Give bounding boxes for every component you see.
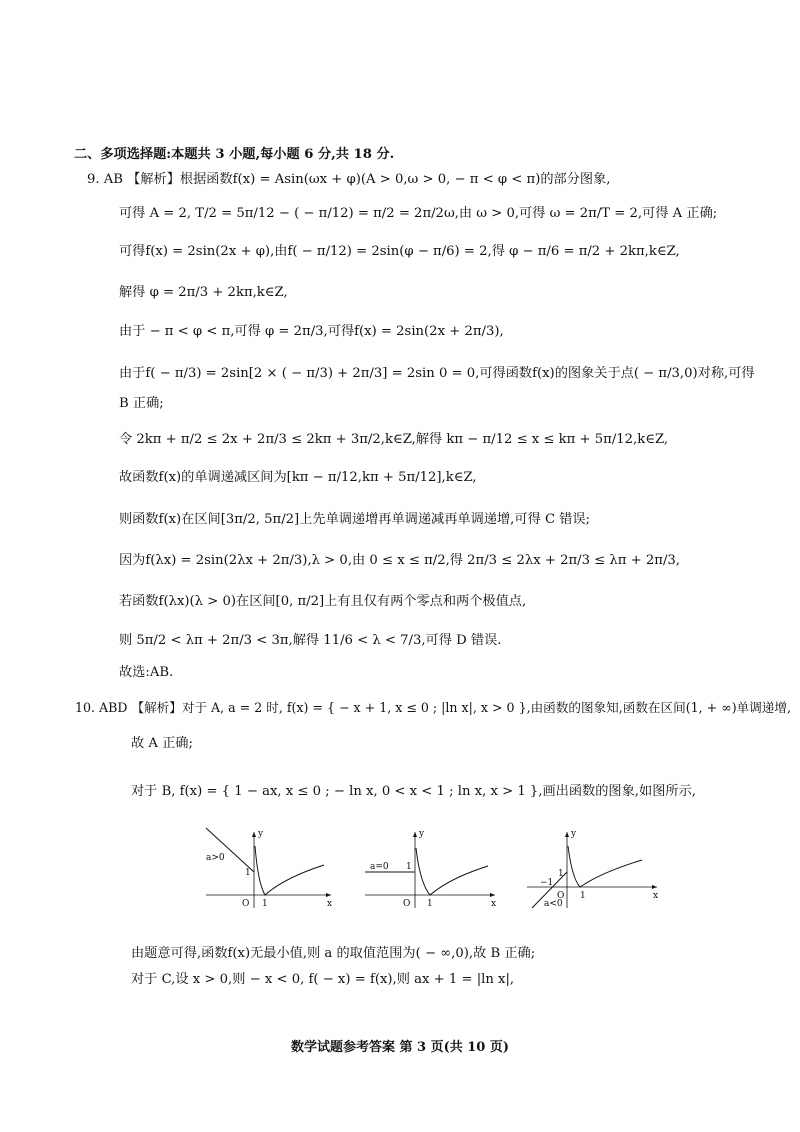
q9-line: 由于f( − π/3) = 2sin[2 × ( − π/3) + 2π/3] = 2sin 0 = 0,可得函数f(x)的图象关于点( − π/3,0)对称,可得 — [119, 366, 755, 381]
graph-one-x: 1 — [580, 891, 586, 901]
graph-a-zero — [360, 828, 500, 908]
q9-line: 解得 φ = 2π/3 + 2kπ,k∈Z, — [119, 285, 288, 300]
graph-neg-one-label: −1 — [540, 878, 554, 888]
q9-line: 由于 − π < φ < π,可得 φ = 2π/3,可得f(x) = 2sin(2x + 2π/3), — [119, 324, 504, 339]
q10-after-line: 对于 C,设 x > 0,则 − x < 0, f( − x) = f(x),则 ax + 1 = |ln x|, — [131, 972, 515, 987]
q9-line: 则函数f(x)在区间[3π/2, 5π/2]上先单调递增再单调递减再单调递增,可得 C 错误; — [119, 512, 591, 527]
graph-x-label: x — [653, 891, 659, 901]
q9-line: 故选:AB. — [119, 665, 174, 680]
q9-line: 9. AB 【解析】根据函数f(x) = Asin(ωx + φ)(A > 0,ω > 0, − π < φ < π)的部分图象, — [87, 172, 611, 187]
q9-line: 则 5π/2 < λπ + 2π/3 < 3π,解得 11/6 < λ < 7/3,可得 D 错误. — [119, 633, 502, 648]
q9-line: 可得f(x) = 2sin(2x + φ),由f( − π/12) = 2sin(φ − π/6) = 2,得 φ − π/6 = π/2 + 2kπ,k∈Z, — [119, 244, 680, 259]
q9-line: 故函数f(x)的单调递减区间为[kπ − π/12,kπ + 5π/12],k∈Z, — [119, 470, 477, 485]
graph-origin-label: O — [557, 891, 565, 901]
graph-one-y: 1 — [245, 868, 251, 878]
graph-x-label: x — [491, 899, 497, 909]
section-header: 二、多项选择题:本题共 3 小题,每小题 6 分,共 18 分. — [74, 147, 395, 162]
q9-line: 因为f(λx) = 2sin(2λx + 2π/3),λ > 0,由 0 ≤ x ≤ π/2,得 2π/3 ≤ 2λx + 2π/3 ≤ λπ + 2π/3, — [119, 553, 680, 568]
q10-after-line: 由题意可得,函数f(x)无最小值,则 a 的取值范围为( − ∞,0),故 B 正确; — [131, 946, 536, 961]
graph-y-label: y — [419, 829, 425, 839]
graph-case-label: a>0 — [206, 853, 225, 863]
graph-one-y: 1 — [558, 869, 564, 879]
graph-a-negative — [522, 828, 662, 908]
graph-case-label: a=0 — [370, 862, 389, 872]
page-footer: 数学试题参考答案 第 3 页(共 10 页) — [290, 1040, 510, 1055]
graph-a-positive — [196, 828, 336, 908]
graph-y-label: y — [258, 829, 264, 839]
graph-case-label: a<0 — [544, 899, 563, 909]
q10-line: 对于 B, f(x) = { 1 − ax, x ≤ 0 ; − ln x, 0 < x < 1 ; ln x, x > 1 },画出函数的图象,如图所示, — [131, 784, 696, 799]
graph-one-y: 1 — [406, 862, 412, 872]
graph-x-label: x — [327, 899, 333, 909]
q9-line: 若函数f(λx)(λ > 0)在区间[0, π/2]上有且仅有两个零点和两个极值点, — [119, 594, 527, 609]
q9-line: B 正确; — [119, 396, 164, 411]
graph-origin-label: O — [242, 899, 250, 909]
q10-line: 故 A 正确; — [131, 736, 193, 751]
graph-one-x: 1 — [262, 899, 268, 909]
graph-origin-label: O — [403, 899, 411, 909]
graph-one-x: 1 — [427, 899, 433, 909]
q9-line: 可得 A = 2, T/2 = 5π/12 − ( − π/12) = π/2 = 2π/2ω,由 ω > 0,可得 ω = 2π/T = 2,可得 A 正确; — [119, 206, 718, 221]
q9-line: 令 2kπ + π/2 ≤ 2x + 2π/3 ≤ 2kπ + 3π/2,k∈Z,解得 kπ − π/12 ≤ x ≤ kπ + 5π/12,k∈Z, — [119, 432, 669, 447]
q10-line: 10. ABD 【解析】对于 A, a = 2 时, f(x) = { − x + 1, x ≤ 0 ; |ln x|, x > 0 },由函数的图象知,函数在区间(1, + ∞)单调递增, — [75, 700, 791, 715]
graph-y-label: y — [571, 829, 577, 839]
